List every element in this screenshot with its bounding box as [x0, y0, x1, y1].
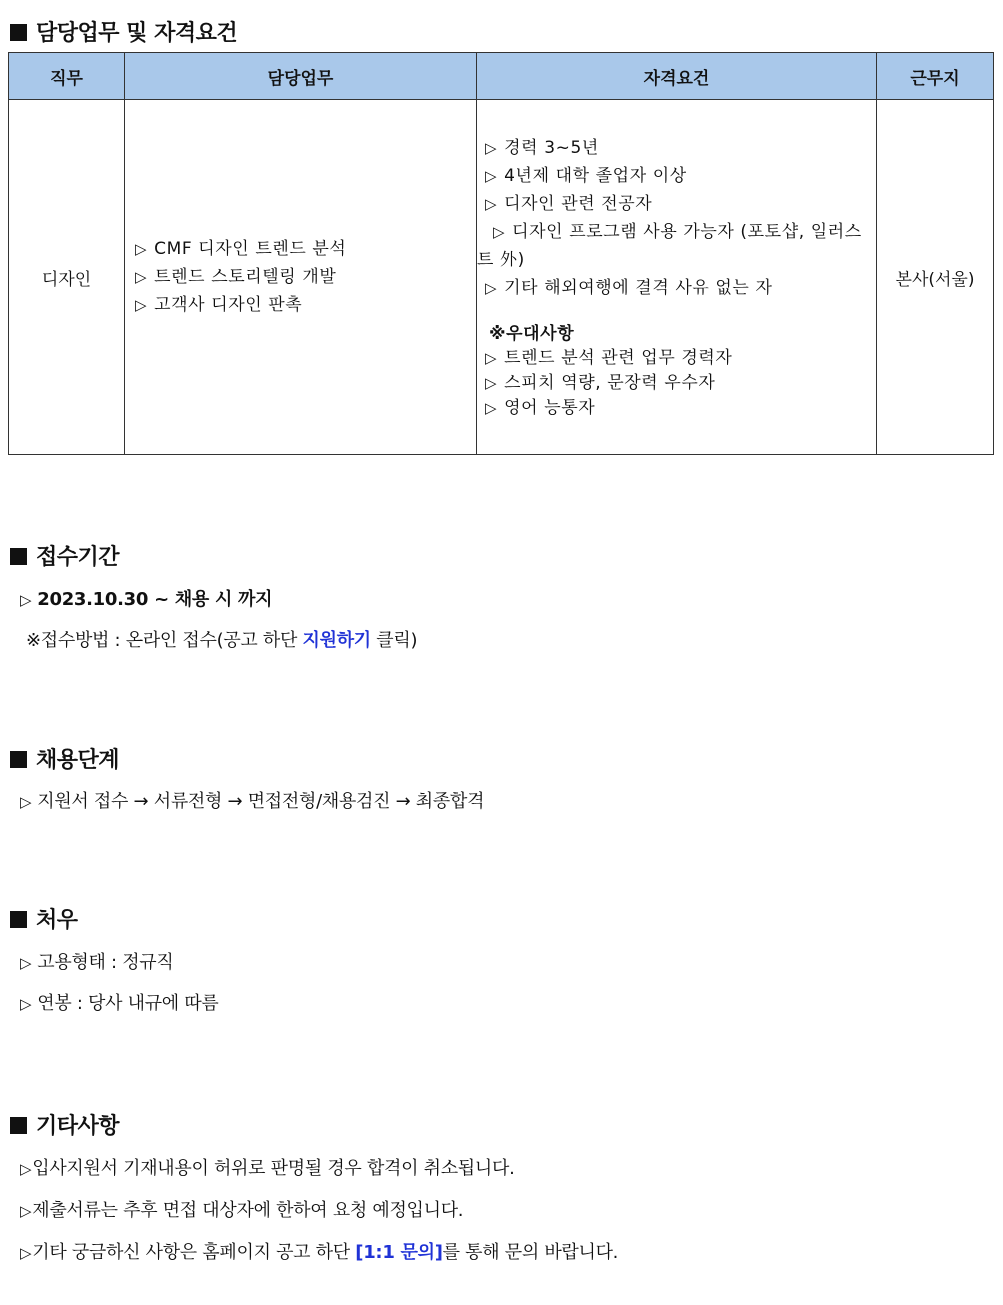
triangle-bullet-icon: ▷ — [485, 398, 498, 417]
triangle-bullet-icon: ▷ — [485, 348, 498, 367]
salary: ▷ 연봉 : 당사 내규에 따름 — [20, 993, 219, 1014]
list-item: ▷ 고객사 디자인 판촉 — [135, 291, 476, 319]
header-location: 근무지 — [877, 53, 994, 100]
triangle-bullet-icon: ▷ — [135, 240, 148, 258]
duties-table — [8, 52, 994, 455]
triangle-bullet-icon: ▷ — [135, 268, 148, 286]
list-item: ▷ CMF 디자인 트렌드 분석 — [135, 235, 476, 263]
apply-link[interactable]: 지원하기 — [302, 630, 371, 651]
duties-list — [125, 235, 476, 319]
section-title-period: 접수기간 — [10, 540, 119, 571]
square-bullet-icon — [10, 911, 27, 928]
table-header-row — [9, 53, 994, 100]
notice-3: ▷기타 궁금하신 사항은 홈페이지 공고 하단 [1:1 문의]를 통해 문의 바랍니다. — [20, 1242, 619, 1263]
triangle-bullet-icon: ▷ — [135, 296, 148, 314]
square-bullet-icon — [10, 24, 27, 41]
hiring-steps: ▷ 지원서 접수 → 서류전형 → 면접전형/채용검진 → 최종합격 — [20, 791, 485, 812]
notice-1: ▷입사지원서 기재내용이 허위로 판명될 경우 합격이 취소됩니다. — [20, 1158, 515, 1179]
triangle-bullet-icon: ▷ — [485, 278, 498, 297]
list-item: ▷ 4년제 대학 졸업자 이상 — [477, 162, 876, 190]
list-item: ▷ 디자인 관련 전공자 — [477, 190, 876, 218]
job-cell: 디자인 — [9, 100, 125, 455]
header-duties: 담당업무 — [125, 53, 477, 100]
triangle-bullet-icon: ▷ — [485, 194, 498, 213]
table-row — [9, 100, 994, 455]
triangle-bullet-icon: ▷ — [20, 793, 32, 811]
triangle-bullet-icon: ▷ — [20, 1244, 32, 1262]
triangle-bullet-icon: ▷ — [20, 1160, 32, 1178]
section-title-benefits: 처우 — [10, 903, 78, 934]
square-bullet-icon — [10, 751, 27, 768]
list-item: ▷ 스피치 역량, 문장력 우수자 — [477, 371, 876, 396]
triangle-bullet-icon: ▷ — [20, 591, 32, 609]
triangle-bullet-icon: ▷ — [485, 138, 498, 157]
triangle-bullet-icon: ▷ — [20, 1202, 32, 1220]
preferred-list — [477, 346, 876, 421]
triangle-bullet-icon: ▷ — [20, 995, 32, 1013]
list-item: ▷ 영어 능통자 — [477, 396, 876, 421]
section-title-steps: 채용단계 — [10, 743, 119, 774]
notice-2: ▷제출서류는 추후 면접 대상자에 한하여 요청 예정입니다. — [20, 1200, 464, 1221]
header-qualifications: 자격요건 — [477, 53, 877, 100]
header-job: 직무 — [9, 53, 125, 100]
triangle-bullet-icon: ▷ — [20, 954, 32, 972]
list-item: ▷ 트렌드 분석 관련 업무 경력자 — [477, 346, 876, 371]
list-item: ▷ 경력 3~5년 — [477, 134, 876, 162]
square-bullet-icon — [10, 548, 27, 565]
duties-cell — [125, 100, 477, 455]
list-item: ▷ 트렌드 스토리텔링 개발 — [135, 263, 476, 291]
triangle-bullet-icon: ▷ — [493, 222, 506, 241]
section-title-others: 기타사항 — [10, 1109, 119, 1140]
square-bullet-icon — [10, 1117, 27, 1134]
application-period: ▷ 2023.10.30 ~ 채용 시 까지 — [20, 589, 273, 610]
list-item: ▷ 디자인 프로그램 사용 가능자 (포토샵, 일러스트 外) — [477, 218, 876, 274]
qualifications-list — [477, 134, 876, 421]
triangle-bullet-icon: ▷ — [485, 166, 498, 185]
triangle-bullet-icon: ▷ — [485, 373, 498, 392]
application-method: ※접수방법 : 온라인 접수(공고 하단 지원하기 클릭) — [26, 630, 418, 651]
preferred-title: ※우대사항 — [489, 323, 575, 344]
employment-type: ▷ 고용형태 : 정규직 — [20, 952, 174, 973]
inquiry-link[interactable]: [1:1 문의] — [355, 1242, 443, 1263]
qualifications-cell — [477, 100, 877, 455]
list-item: ▷ 기타 해외여행에 결격 사유 없는 자 — [477, 274, 876, 302]
location-cell: 본사(서울) — [877, 100, 994, 455]
section-title-duties: 담당업무 및 자격요건 — [10, 16, 237, 47]
